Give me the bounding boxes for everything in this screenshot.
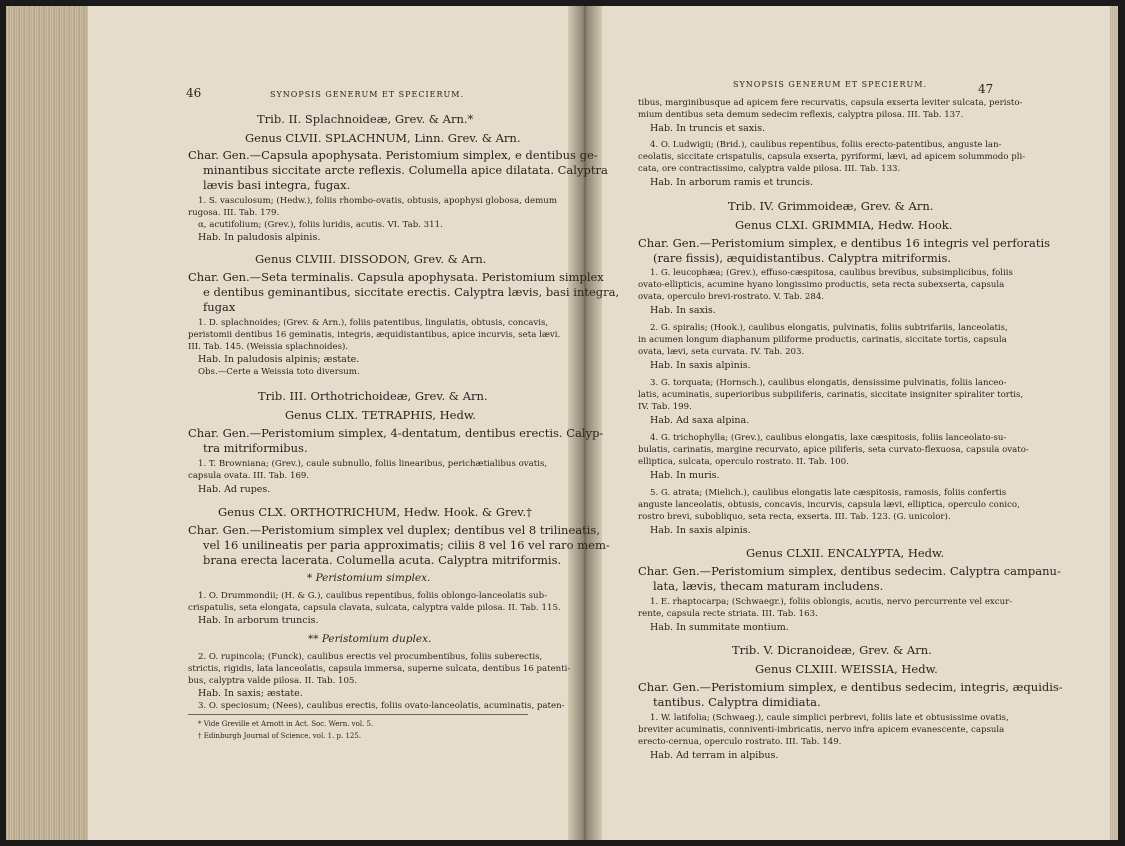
right-text-line: lata, lævis, thecam maturam includens. [653,579,884,593]
left-text-line: fugax [203,300,236,314]
left-text-line: tra mitriformibus. [203,441,308,455]
left-text-line: Char. Gen.—Seta terminalis. Capsula apophysata. Peristomium simplex [188,270,604,284]
left-text-line: 1. O. Drummondii; (H. & G.), caulibus repentibus, foliis oblongo-lanceolatis sub- [198,591,547,601]
right-text-line: erecto-cernua, operculo rostrato. III. Tab. 149. [638,737,842,747]
right-text-line: Trib. IV. Grimmoideæ, Grev. & Arn. [728,199,934,213]
left-text-line: Hab. In paludosis alpinis; æstate. [198,354,360,365]
right-text-line: Genus CLXIII. WEISSIA, Hedw. [755,662,938,676]
right-text-line: breviter acuminatis, conniventi-imbricatis, nervo infra apicem evanescente, capsula [638,725,1005,735]
right-text-line: ovato-ellipticis, acumine hyano longissimo productis, seta recta subexserta, capsula [638,280,1005,290]
right-text-line: ovata, operculo brevi-rostrato. V. Tab. 284. [638,292,825,302]
left-text-line: Hab. In paludosis alpinis. [198,232,321,243]
right-text-line: Hab. In summitate montium. [650,622,789,633]
left-page-number: 46 [186,86,202,100]
left-text-line: Trib. II. Splachnoideæ, Grev. & Arn.* [257,112,474,126]
right-text-line: Hab. In saxis alpinis. [650,360,751,371]
right-text-line: Hab. In saxis alpinis. [650,525,751,536]
right-text-line: (rare fissis), æquidistantibus. Calyptra mitriformis. [653,251,952,265]
right-text-line: 1. W. latifolia; (Schwaeg.), caule simplici perbrevi, foliis late et obtusissime ovatis, [650,713,1009,723]
left-text-line: 1. T. Browniana; (Grev.), caule subnullo, foliis linearibus, perichætialibus ovatis, [198,459,548,469]
left-text-line: crispatulis, seta elongata, capsula clavata, sulcata, calyptra valde pilosa. II. Tab. 115. [188,603,561,613]
right-text-line: anguste lanceolatis, obtusis, concavis, incurvis, capsula lævi, elliptica, operculo conico, [638,500,1020,510]
left-running-head: SYNOPSIS GENERUM ET SPECIERUM. [270,90,464,99]
right-text-line: mium dentibus seta demum sedecim reflexis, calyptra pilosa. III. Tab. 137. [638,110,964,120]
right-text-line: 2. G. spiralis; (Hook.), caulibus elongatis, pulvinatis, foliis subtrifariis, lanceolatis, [650,323,1008,333]
right-text-line: Genus CLXI. GRIMMIA, Hedw. Hook. [735,218,953,232]
page-edges-right [1110,6,1118,840]
right-text-line: tantibus. Calyptra dimidiata. [653,695,821,709]
left-text-line: Obs.—Certe a Weissia toto diversum. [198,367,360,377]
right-text-line: Hab. In muris. [650,470,720,481]
footnote-2: † Edinburgh Journal of Science, vol. 1. p. 125. [198,732,362,740]
right-text-line: 4. G. trichophylla; (Grev.), caulibus elongatis, laxe cæspitosis, foliis lanceolato-su- [650,433,1007,443]
right-text-line: Genus CLXII. ENCALYPTA, Hedw. [746,546,945,560]
left-text-line: ** Peristomium duplex. [308,633,432,645]
left-text-line: Hab. Ad rupes. [198,484,271,495]
right-text-line: Char. Gen.—Peristomium simplex, dentibus sedecim. Calyptra campanu- [638,564,1061,578]
left-text-line: bus, calyptra valde pilosa. II. Tab. 105. [188,676,358,686]
left-text-line: capsula ovata. III. Tab. 169. [188,471,310,481]
right-text-line: IV. Tab. 199. [638,402,692,412]
left-text-line: Trib. III. Orthotrichoideæ, Grev. & Arn. [258,389,488,403]
left-text-line: 2. O. rupincola; (Funck), caulibus erectis vel procumbentibus, foliis suberectis, [198,652,543,662]
left-text-line: Genus CLIX. TETRAPHIS, Hedw. [285,408,476,422]
left-text-line: 3. O. speciosum; (Nees), caulibus erectis, foliis ovato-lanceolatis, acuminatis, paten- [198,701,565,711]
left-text-line: strictis, rigidis, lata lanceolatis, capsula immersa, superne sulcata, dentibus 16 patenti- [188,664,571,674]
right-text-line: 4. O. Ludwigii; (Brid.), caulibus repentibus, foliis erecto-patentibus, anguste lan- [650,140,1002,150]
left-text-line: III. Tab. 145. (Weissia splachnoides). [188,342,349,352]
right-text-line: tibus, marginibusque ad apicem fere recurvatis, capsula exserta leviter sulcata, peristo- [638,98,1023,108]
right-text-line: elliptica, sulcata, operculo rostrato. II. Tab. 100. [638,457,849,467]
left-text-line: lævis basi integra, fugax. [203,178,351,192]
right-text-line: rente, capsula recte striata. III. Tab. 163. [638,609,818,619]
left-text-line: vel 16 unilineatis per paria approximatis; ciliis 8 vel 16 vel raro mem- [203,538,610,552]
left-text-line: Genus CLVIII. DISSODON, Grev. & Arn. [255,252,487,266]
right-text-line: 3. G. torquata; (Hornsch.), caulibus elongatis, densissime pulvinatis, foliis lanceo- [650,378,1007,388]
left-text-line: peristomii dentibus 16 geminatis, integris, æquidistantibus, apice incurvis, seta lævi. [188,330,561,340]
right-page-number: 47 [978,82,994,96]
right-text-line: latis, acuminatis, superioribus subpiliferis, carinatis, siccitate insigniter spiraliter tortis, [638,390,1024,400]
book-gutter [568,6,602,840]
left-text-line: Hab. In saxis; æstate. [198,688,303,699]
left-text-line: rugosa. III. Tab. 179. [188,208,280,218]
right-text-line: in acumen longum diaphanum piliforme productis, carinatis, siccitate tortis, capsula [638,335,1007,345]
right-text-line: cata, ore contractissimo, calyptra valde pilosa. III. Tab. 133. [638,164,901,174]
left-text-line: 1. D. splachnoides; (Grev. & Arn.), foliis patentibus, lingulatis, obtusis, concavis, [198,318,549,328]
left-text-line: 1. S. vasculosum; (Hedw.), foliis rhombo-ovatis, obtusis, apophysi globosa, demum [198,196,557,206]
right-text-line: ovata, lævi, seta curvata. IV. Tab. 203. [638,347,805,357]
left-text-line: * Peristomium simplex. [307,572,431,584]
right-text-line: Hab. In saxis. [650,305,716,316]
right-text-line: Hab. Ad terram in alpibus. [650,750,779,761]
left-text-line: Char. Gen.—Peristomium simplex vel duplex; dentibus vel 8 trilineatis, [188,523,600,537]
right-text-line: 5. G. atrata; (Mielich.), caulibus elongatis late cæspitosis, ramosis, foliis confertis [650,488,1007,498]
left-text-line: e dentibus geminantibus, siccitate erectis. Calyptra lævis, basi integra, [203,285,620,299]
right-text-line: rostro brevi, subobliquo, seta recta, exserta. III. Tab. 123. (G. unicolor). [638,512,951,522]
footnote-rule [188,714,528,715]
right-text-line: ceolatis, siccitate crispatulis, capsula exserta, pyriformi, lævi, ad apicem solummodo pli- [638,152,1026,162]
left-text-line: Char. Gen.—Peristomium simplex, 4-dentatum, dentibus erectis. Calyp- [188,426,604,440]
left-text-line: brana erecta lacerata. Columella acuta. Calyptra mitriformis. [203,553,562,567]
right-text-line: Char. Gen.—Peristomium simplex, e dentibus 16 integris vel perforatis [638,236,1051,250]
right-text-line: 1. G. leucophæa; (Grev.), effuso-cæspitosa, caulibus brevibus, subsimplicibus, foliis [650,268,1013,278]
right-text-line: bulatis, carinatis, margine recurvato, apice piliferis, seta curvato-flexuosa, capsula ovato- [638,445,1029,455]
right-running-head: SYNOPSIS GENERUM ET SPECIERUM. [733,80,927,89]
right-text-line: Trib. V. Dicranoideæ, Grev. & Arn. [732,643,932,657]
right-text-line: Hab. Ad saxa alpina. [650,415,750,426]
left-text-line: Genus CLX. ORTHOTRICHUM, Hedw. Hook. & Grev.† [218,505,532,519]
left-text-line: minantibus siccitate arcte reflexis. Columella apice dilatata. Calyptra [203,163,608,177]
left-text-line: Genus CLVII. SPLACHNUM, Linn. Grev. & Arn. [245,131,521,145]
left-text-line: Char. Gen.—Capsula apophysata. Peristomium simplex, e dentibus ge- [188,148,598,162]
page-edges-left [6,6,88,840]
right-text-line: Char. Gen.—Peristomium simplex, e dentibus sedecim, integris, æquidis- [638,680,1063,694]
left-text-line: α, acutifolium; (Grev.), foliis luridis, acutis. VI. Tab. 311. [198,220,443,230]
footnote-1: * Vide Greville et Arnott in Act. Soc. Wern. vol. 5. [198,720,374,728]
left-text-line: Hab. In arborum truncis. [198,615,319,626]
right-text-line: 1. E. rhaptocarpa; (Schwaegr.), foliis oblongis, acutis, nervo percurrente vel excur- [650,597,1013,607]
right-text-line: Hab. In truncis et saxis. [650,123,766,134]
right-text-line: Hab. In arborum ramis et truncis. [650,177,814,188]
